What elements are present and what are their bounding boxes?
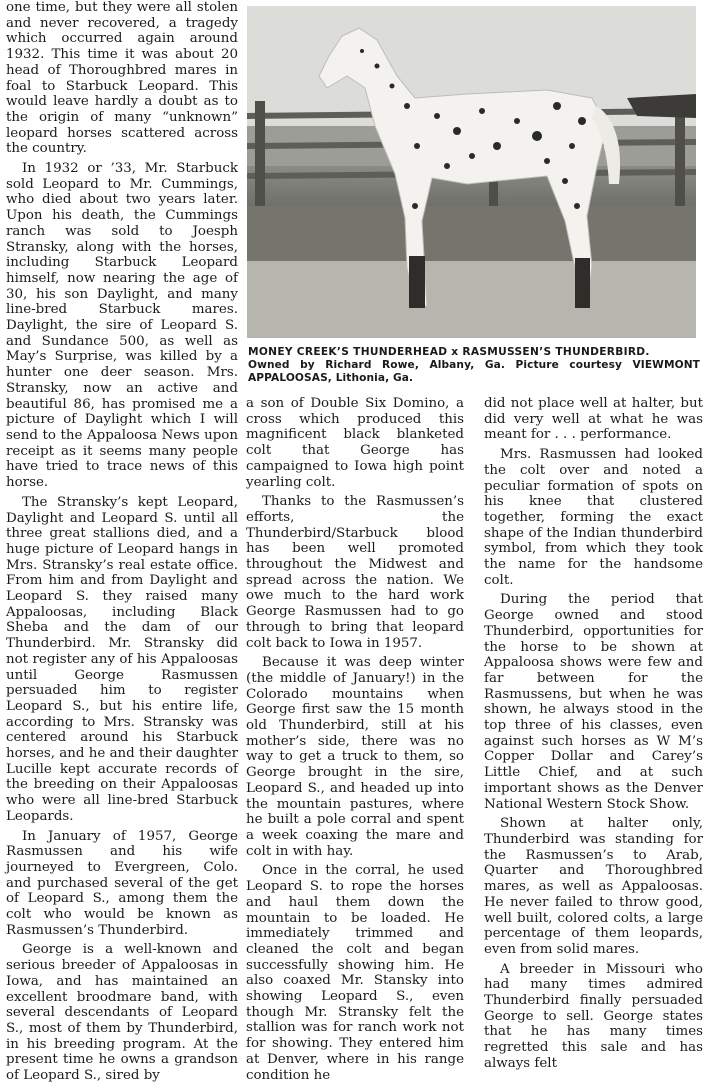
paragraph: In 1932 or ’33, Mr. Starbuck sold Leopard to Mr. Cummings, who died about two years later. Upon his death, the Cummings ranch was sold to Joesph Stransky, along with the horses, including Starbuck Leopard himself, now nearing the age of 30, his son Daylight, and many line-bred Starbuck mares. Daylight, the sire of Leopard S. and Sundance 500, as well as May’s Surprise, was killed by a hunter one deer season. Mrs. Stransky, now an active and beautiful 86, has promised me a picture of Daylight which I will send to the Appaloosa News upon receipt as it seems many people have tried to trace news of this horse. [6, 161, 238, 491]
paragraph: A breeder in Missouri who had many times admired Thunderbird finally persuaded George to sell. George states that he has many times regretted this sale and has always felt [484, 961, 703, 1071]
caption-credit: Owned by Richard Rowe, Albany, Ga. Picture courtesy VIEWMONT APPALOOSAS, Lithonia, Ga. [248, 359, 700, 384]
paragraph: Mrs. Rasmussen had looked the colt over and noted a peculiar formation of spots on his knee that clustered together, forming the exact shape of the Indian thunderbird symbol, from which they took the name for the handsome colt. [484, 447, 703, 588]
paragraph: Because it was deep winter (the middle of January!) in the Colorado mountains when George first saw the 15 month old Thunderbird, still at his mother’s side, there was no way to get a truck to them, so George brought in the sire, Leopard S., and headed up into the mountain pastures, where he built a pole corral and spent a week coaxing the mare and colt in with hay. [246, 655, 464, 859]
paragraph: George is a well-known and serious breeder of Appaloosas in Iowa, and has maintained an excellent broodmare band, with several descendants of Leopard S., most of them by Thunderbird, in his breeding program. At the present time he owns a grandson of Leopard S., sired by [6, 942, 238, 1084]
paragraph: The Stransky’s kept Leopard, Daylight and Leopard S. until all three great stallions died, and a huge picture of Leopard hangs in Mrs. Stransky’s real estate office. From him and from Daylight and Leopard S. they raised many Appaloosas, including Black Sheba and the dam of our Thunderbird. Mr. Stransky did not register any of his Appaloosas until George Rasmussen persuaded him to register Leopard S., but his entire life, according to Mrs. Stransky was centered around his Starbuck horses, and he and their daughter Lucille kept accurate records of the breeding on their Appaloosas who were all line-bred Starbuck Leopards. [6, 494, 238, 824]
paragraph: Shown at halter only, Thunderbird was standing for the Rasmussen’s to Arab, Quarter and Thoroughbred mares, as well as Appaloosas. He never failed to throw good, well built, colored colts, a large percentage of them leopards, even from solid mares. [484, 816, 703, 957]
horse-photo-illustration [247, 6, 696, 338]
caption-title: MONEY CREEK’S THUNDERHEAD x RASMUSSEN’S THUNDERBIRD. [248, 346, 650, 358]
paragraph: Thanks to the Rasmussen’s efforts, the Thunderbird/Starbuck blood has been well promoted throughout the Midwest and spread across the nation. We owe much to the hard work George Rasmussen had to go through to bring that leopard colt back to Iowa in 1957. [246, 494, 464, 651]
paragraph: one time, but they were all stolen and never recovered, a tragedy which occurred again around 1932. This time it was about 20 head of Thoroughbred mares in foal to Starbuck Leopard. This would leave hardly a doubt as to the origin of many “unknown” leopard horses scattered across the country. [6, 0, 238, 157]
paragraph: Once in the corral, he used Leopard S. to rope the horses and haul them down the mountain to be loaded. He immediately trimmed and cleaned the colt and began successfully showing him. He also coaxed Mr. Stansky into showing Leopard S., even though Mr. Stransky felt the stallion was for ranch work not for showing. They entered him at Denver, where in his range condition he [246, 863, 464, 1083]
paragraph: did not place well at halter, but did very well at what he was meant for . . . performance. [484, 396, 703, 443]
photo-caption [248, 346, 700, 385]
paragraph: In January of 1957, George Rasmussen and his wife journeyed to Evergreen, Colo. and purchased several of the get of Leopard S., among them the colt who would be known as Rasmussen’s Thunderbird. [6, 828, 238, 938]
paragraph: During the period that George owned and stood Thunderbird, opportunities for the horse to be shown at Appaloosa shows were few and far between for the Rasmussens, but when he was shown, he always stood in the top three of his classes, even against such horses as W M’s Copper Dollar and Carey’s Little Chief, and at such important shows as the Denver National Western Stock Show. [484, 592, 703, 812]
horse-photo [247, 6, 696, 338]
article-column-3 [484, 396, 703, 1072]
paragraph: a son of Double Six Domino, a cross which produced this magnificent black blanketed colt that George has campaigned to Iowa high point yearling colt. [246, 396, 464, 490]
article-column-1 [6, 0, 238, 1084]
article-column-2 [246, 396, 464, 1083]
